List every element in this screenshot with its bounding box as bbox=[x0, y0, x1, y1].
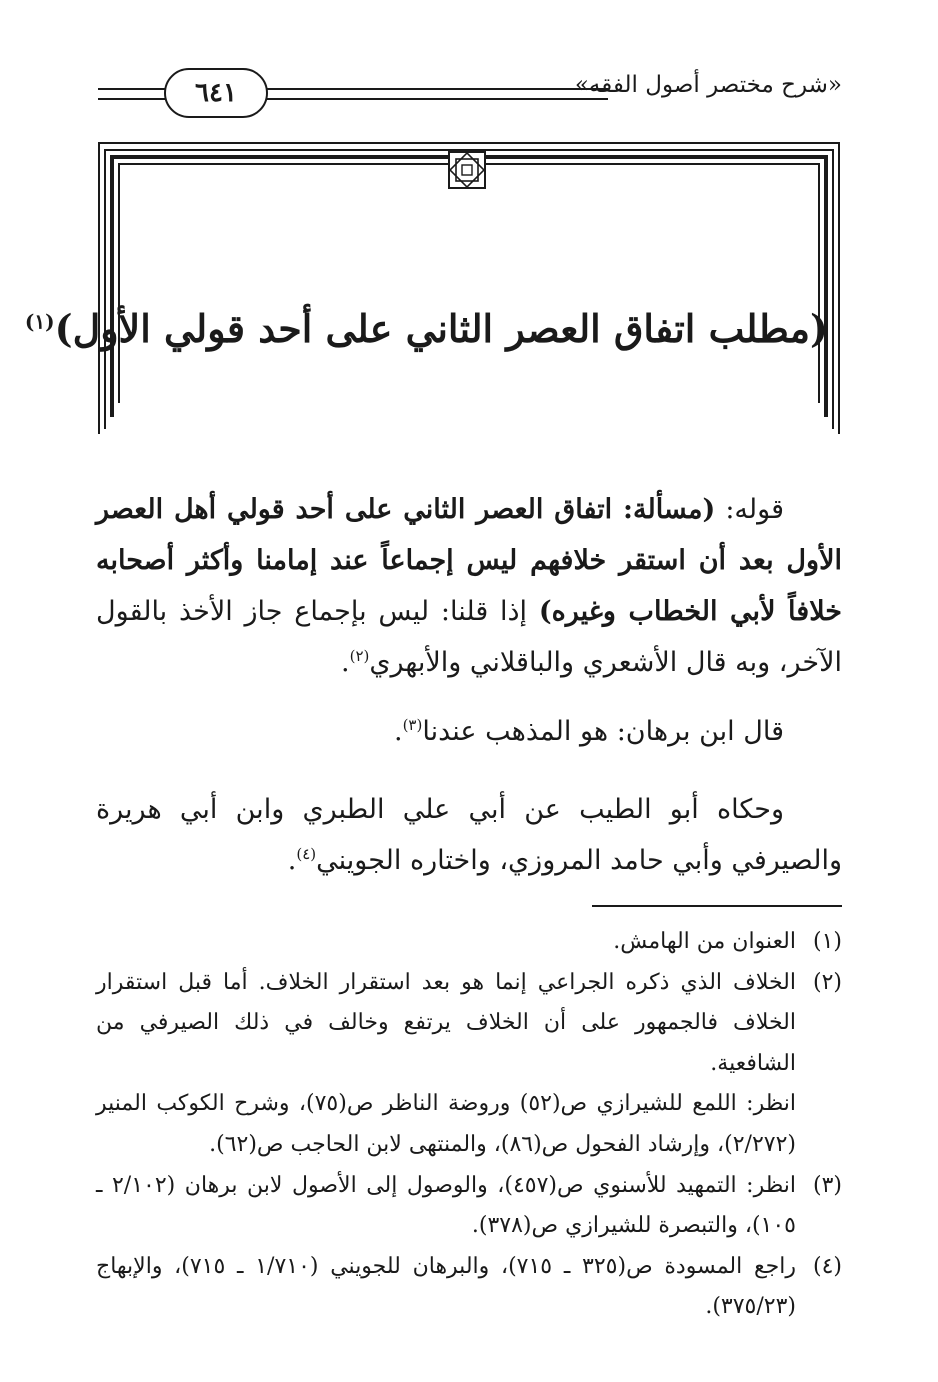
footnote bbox=[96, 1084, 842, 1165]
footnote-text: راجع المسودة ص(٣٢٥ ـ ٧١٥)، والبرهان للجويني (١/٧١٠ ـ ٧١٥)، والإبهاج (٣٧٥/٢٣). bbox=[96, 1253, 797, 1320]
header-rule bbox=[262, 88, 608, 100]
paragraph-end: . bbox=[287, 845, 297, 876]
footnote-ref: (٢) bbox=[349, 647, 370, 665]
header-rule bbox=[98, 88, 168, 100]
footnote-text: انظر: التمهيد للأسنوي ص(٤٥٧)، والوصول إلى الأصول لابن برهان (٢/١٠٢ ـ ١٠٥)، والتبصرة للشيرازي ص(٣٧٨). bbox=[96, 1172, 796, 1239]
footnotes bbox=[96, 922, 842, 1328]
footnote-number: (٤) bbox=[812, 1253, 842, 1279]
footnote-text: العنوان من الهامش. bbox=[613, 929, 796, 954]
footnote bbox=[96, 963, 842, 1085]
quoted-text: (مسألة: اتفاق العصر الثاني على أحد قولي أهل العصر الأول بعد أن استقر خلافهم ليس إجماعاً عند إمامنا وأكثر أصحابه خلافاً لأبي الخطاب وغيره) bbox=[96, 494, 842, 627]
paragraph-text: إذا قلنا: ليس بإجماع جاز الأخذ بالقول الآخر، وبه قال الأشعري والباقلاني والأبهري bbox=[96, 596, 842, 678]
section-heading bbox=[24, 306, 828, 351]
footnote-text: انظر: اللمع للشيرازي ص(٥٢) وروضة الناظر ص(٧٥)، وشرح الكوكب المنير (٢/٢٧٢)، وإرشاد الفحول ص(٨٦)، والمنتهى لابن الحاجب ص(٦٢). bbox=[96, 1091, 796, 1157]
footnote-ref: (٣) bbox=[402, 716, 423, 734]
footnote bbox=[96, 1166, 842, 1247]
section-heading-text: (مطلب اتفاق العصر الثاني على أحد قولي الأول) bbox=[54, 306, 828, 351]
footnote-ref: (٤) bbox=[296, 845, 317, 863]
footnote bbox=[96, 1247, 842, 1328]
paragraph-text: وحكاه أبو الطيب عن أبي علي الطبري وابن أبي هريرة والصيرفي وأبي حامد المروزي، واختاره الجويني bbox=[96, 794, 842, 876]
paragraph bbox=[96, 784, 842, 886]
footnote-number: (٢) bbox=[812, 969, 842, 995]
footnote-text: الخلاف الذي ذكره الجراعي إنما هو بعد استقرار الخلاف. أما قبل استقرار الخلاف فالجمهور على أن الخلاف يرتفع وخالف في ذلك الصيرفي من الشافعية. bbox=[96, 969, 796, 1076]
footnote-ref: (١) bbox=[24, 309, 55, 334]
footnote-number bbox=[796, 1084, 842, 1165]
paragraph bbox=[96, 484, 842, 688]
paragraph-end: . bbox=[393, 716, 403, 747]
footnote-separator bbox=[592, 905, 842, 907]
footnote-number: (٣) bbox=[812, 1172, 842, 1198]
page-number: ٦٤١ bbox=[164, 68, 268, 118]
paragraph bbox=[96, 706, 842, 757]
footnote bbox=[96, 922, 842, 963]
paragraph-lead: قوله: bbox=[715, 494, 784, 525]
running-title: «شرح مختصر أصول الفقه» bbox=[574, 72, 842, 98]
paragraph-text: قال ابن برهان: هو المذهب عندنا bbox=[422, 716, 784, 747]
footnote-number: (١) bbox=[812, 929, 842, 954]
paragraph-end: . bbox=[341, 647, 350, 678]
ornament-icon bbox=[447, 150, 487, 190]
